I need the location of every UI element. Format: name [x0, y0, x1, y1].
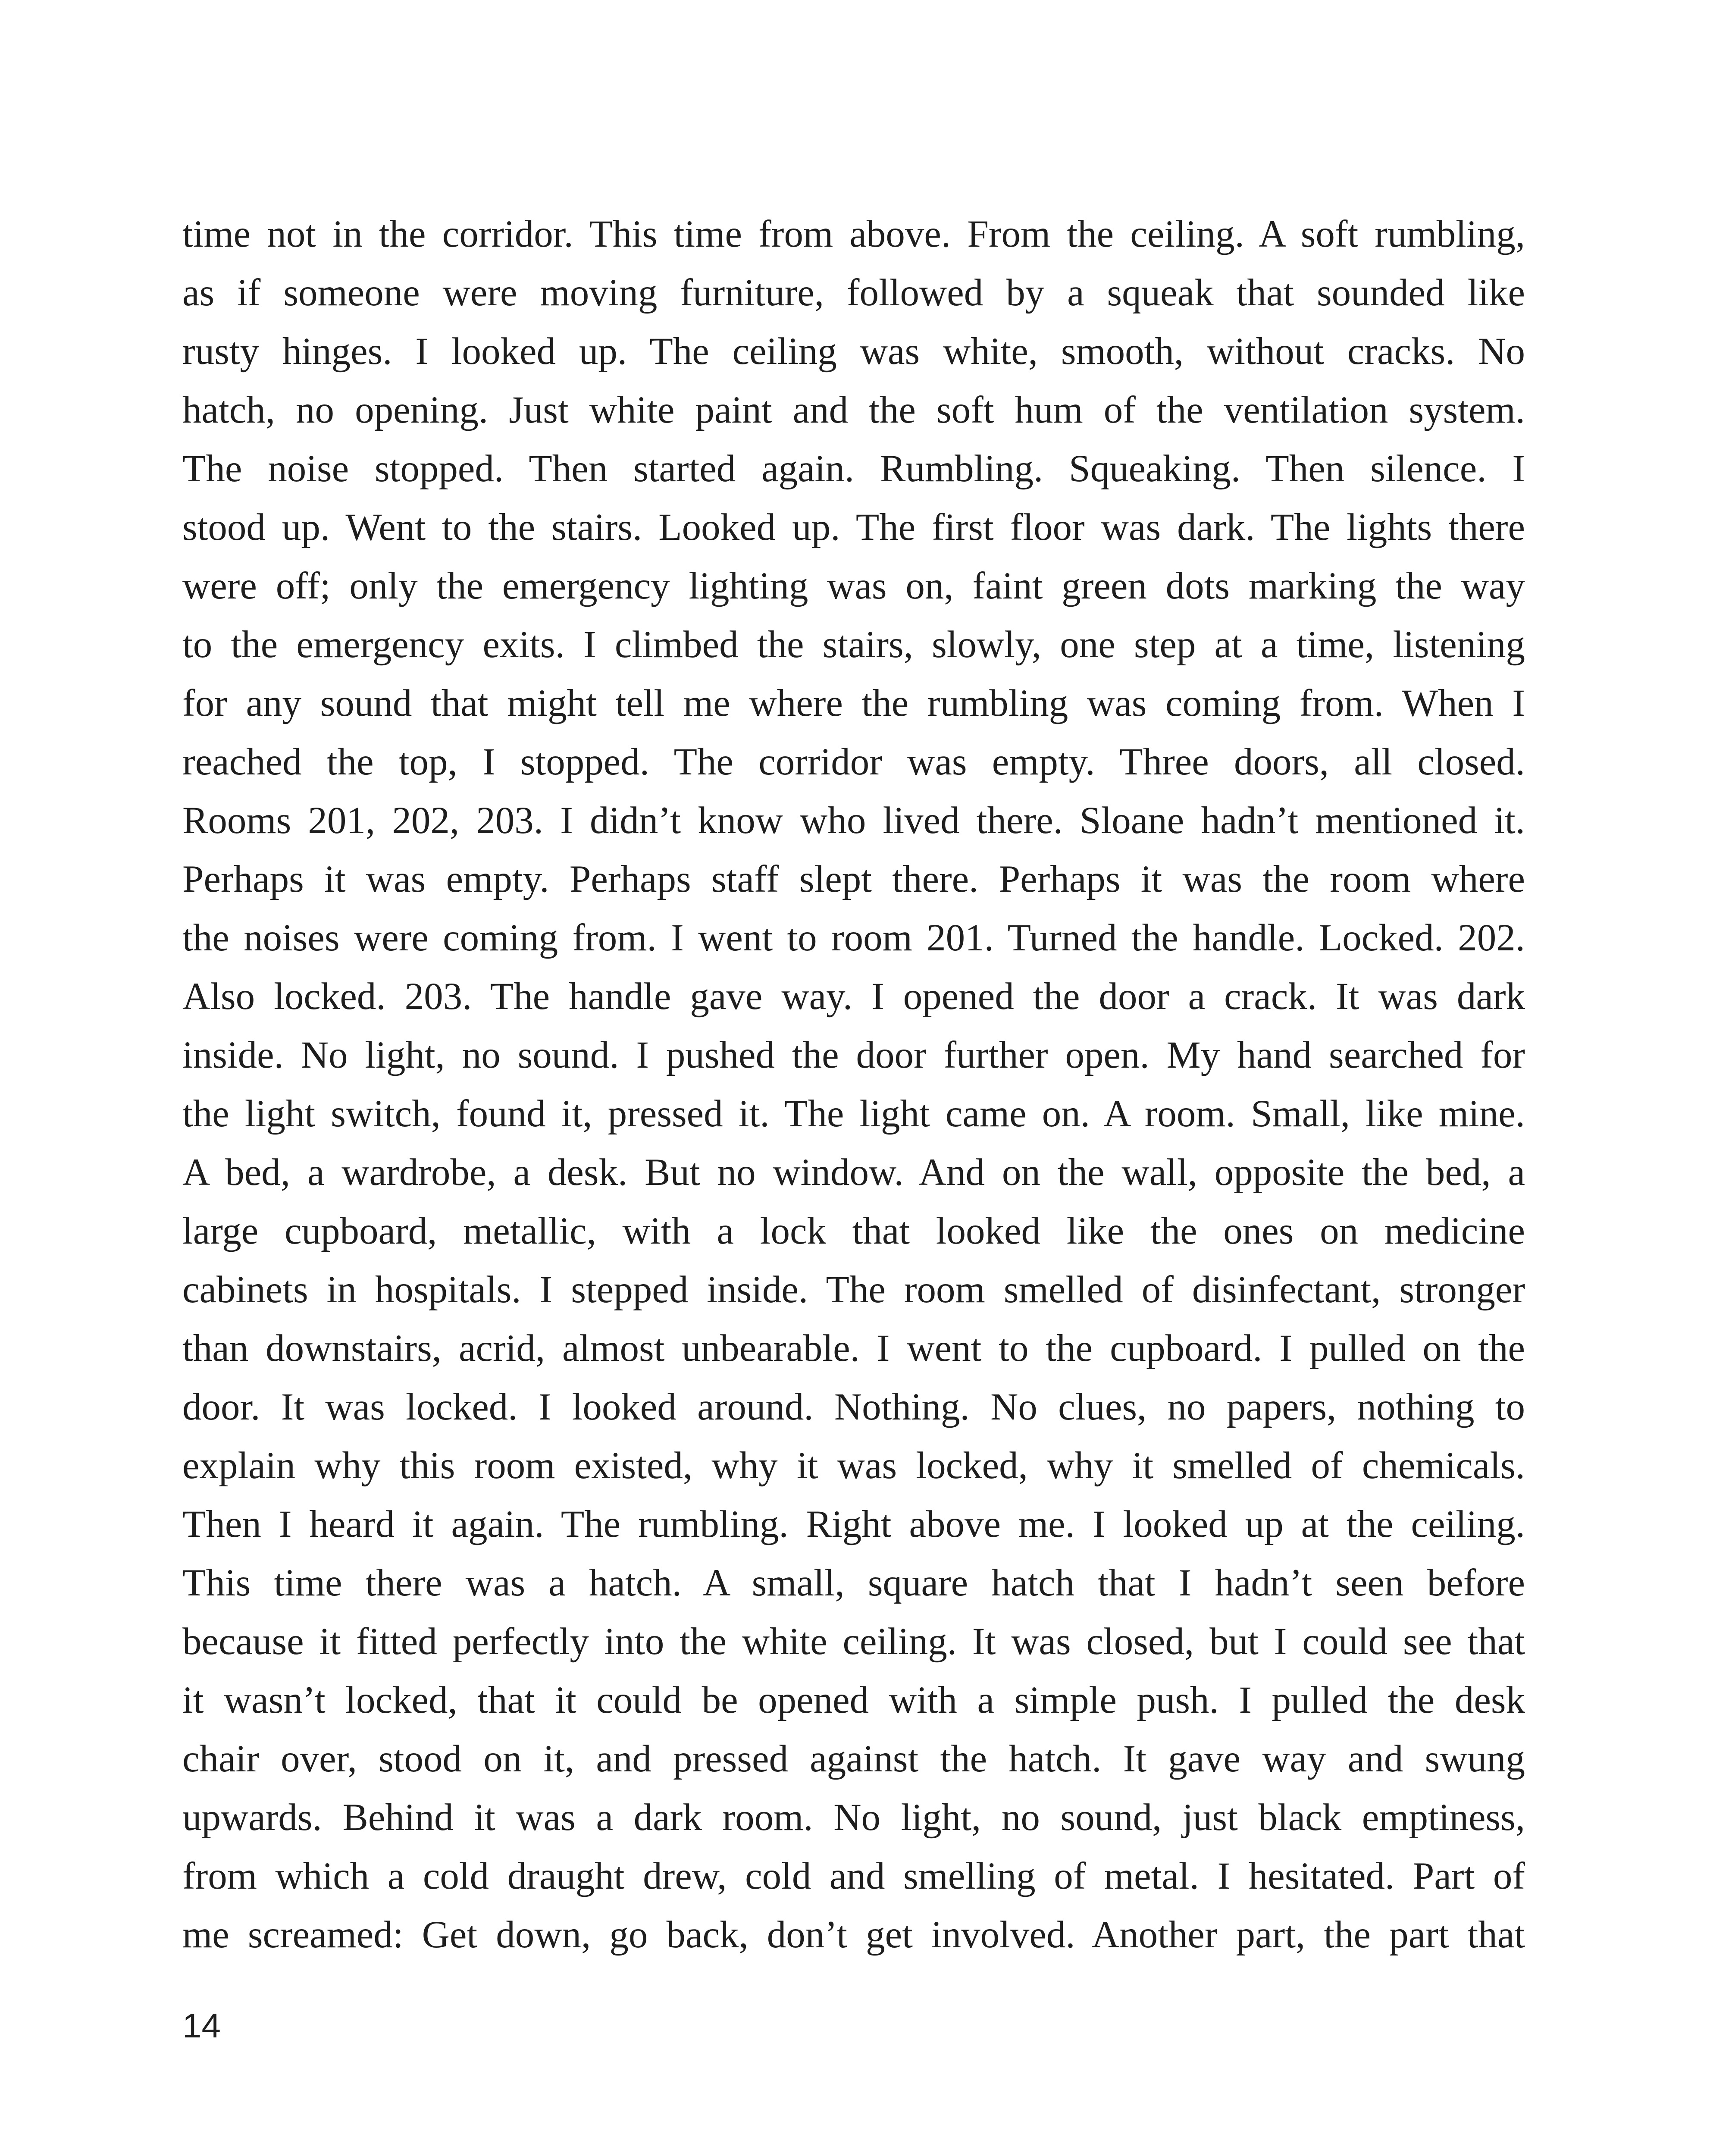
text-line: reached the top, I stopped. The corridor was empty. Three doors, all closed. — [182, 741, 1525, 783]
text-line: chair over, stood on it, and pressed against the hatch. It gave way and swung — [182, 1738, 1525, 1780]
text-line: because it fitted perfectly into the white ceiling. It was closed, but I could see that — [182, 1620, 1525, 1663]
text-line: were off; only the emergency lighting was on, faint green dots marking the way — [182, 565, 1525, 607]
text-line: the light switch, found it, pressed it. The light came on. A room. Small, like mine. — [182, 1093, 1525, 1135]
text-line: This time there was a hatch. A small, square hatch that I hadn’t seen before — [182, 1562, 1525, 1604]
text-line: large cupboard, metallic, with a lock that looked like the ones on medicine — [182, 1210, 1525, 1252]
text-line: to the emergency exits. I climbed the stairs, slowly, one step at a time, listening — [182, 624, 1525, 666]
text-line: for any sound that might tell me where the rumbling was coming from. When I — [182, 682, 1525, 724]
text-line: A bed, a wardrobe, a desk. But no window. And on the wall, opposite the bed, a — [182, 1151, 1525, 1194]
text-line: hatch, no opening. Just white paint and the soft hum of the ventilation system. — [182, 389, 1525, 431]
text-line: it wasn’t locked, that it could be opened with a simple push. I pulled the desk — [182, 1679, 1525, 1721]
text-line: Then I heard it again. The rumbling. Right above me. I looked up at the ceiling. — [182, 1503, 1525, 1545]
text-line: than downstairs, acrid, almost unbearable. I went to the cupboard. I pulled on the — [182, 1327, 1525, 1369]
text-line: door. It was locked. I looked around. Nothing. No clues, no papers, nothing to — [182, 1386, 1525, 1428]
text-line: explain why this room existed, why it was locked, why it smelled of chemicals. — [182, 1445, 1525, 1487]
body-text — [182, 205, 1525, 1964]
text-line: the noises were coming from. I went to room 201. Turned the handle. Locked. 202. — [182, 917, 1525, 959]
text-line: The noise stopped. Then started again. Rumbling. Squeaking. Then silence. I — [182, 448, 1525, 490]
text-line: rusty hinges. I looked up. The ceiling was white, smooth, without cracks. No — [182, 330, 1525, 373]
text-line: upwards. Behind it was a dark room. No light, no sound, just black emptiness, — [182, 1796, 1525, 1839]
text-line: Rooms 201, 202, 203. I didn’t know who lived there. Sloane hadn’t mentioned it. — [182, 799, 1525, 842]
text-line: Perhaps it was empty. Perhaps staff slept there. Perhaps it was the room where — [182, 858, 1525, 900]
text-line: Also locked. 203. The handle gave way. I opened the door a crack. It was dark — [182, 975, 1525, 1018]
page-number: 14 — [182, 2006, 221, 2045]
text-line: me screamed: Get down, go back, don’t get involved. Another part, the part that — [182, 1914, 1525, 1956]
text-line: inside. No light, no sound. I pushed the door further open. My hand searched for — [182, 1034, 1525, 1076]
text-line: as if someone were moving furniture, followed by a squeak that sounded like — [182, 272, 1525, 314]
text-line: time not in the corridor. This time from above. From the ceiling. A soft rumbling, — [182, 213, 1525, 255]
text-line: stood up. Went to the stairs. Looked up. The first floor was dark. The lights there — [182, 506, 1525, 548]
text-line: cabinets in hospitals. I stepped inside. The room smelled of disinfectant, stronger — [182, 1269, 1525, 1311]
text-line: from which a cold draught drew, cold and smelling of metal. I hesitated. Part of — [182, 1855, 1525, 1897]
